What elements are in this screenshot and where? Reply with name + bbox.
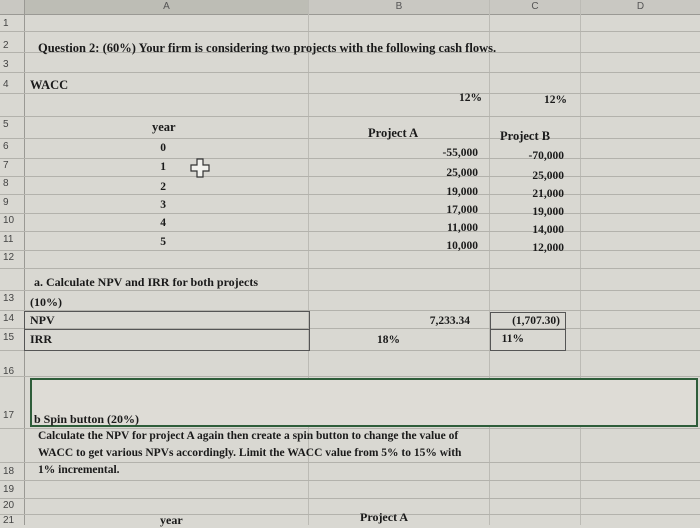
row-header-5[interactable]: 5 — [3, 119, 9, 130]
column-header-a[interactable]: A — [25, 0, 309, 15]
cash-b-3[interactable]: 19,000 — [532, 206, 564, 218]
year-5[interactable]: 5 — [160, 236, 166, 248]
row-header-8[interactable]: 8 — [3, 178, 9, 189]
select-all-corner[interactable] — [0, 0, 25, 15]
column-header-d[interactable]: D — [581, 0, 700, 15]
npv-project-b: (1,707.30) — [512, 315, 560, 327]
row-header-20[interactable]: 20 — [3, 500, 15, 511]
row-header-19[interactable]: 19 — [3, 484, 15, 495]
row-header-18[interactable]: 18 — [3, 466, 15, 477]
row-header-10[interactable]: 10 — [3, 215, 15, 226]
cash-b-1[interactable]: 25,000 — [532, 170, 564, 182]
row-header-11[interactable]: 11 — [3, 234, 14, 245]
row-header-6[interactable]: 6 — [3, 141, 9, 152]
part-b-title[interactable]: b Spin button (20%) — [34, 412, 140, 426]
row-header-16[interactable]: 16 — [3, 366, 15, 377]
year-4[interactable]: 4 — [160, 217, 166, 229]
cash-a-0[interactable]: -55,000 — [442, 147, 478, 159]
row-header-13[interactable]: 13 — [3, 293, 15, 304]
row-header-3[interactable]: 3 — [3, 59, 9, 70]
row-header-9[interactable]: 9 — [3, 197, 9, 208]
npv-label-cell[interactable] — [24, 311, 310, 330]
npv-label: NPV — [30, 313, 55, 327]
cash-a-5[interactable]: 10,000 — [446, 240, 478, 252]
year-0[interactable]: 0 — [160, 142, 166, 154]
irr-label-cell[interactable] — [24, 329, 310, 351]
irr-project-b: 11% — [501, 333, 524, 345]
year-2[interactable]: 2 — [160, 181, 166, 193]
row-header-21[interactable]: 21 — [3, 515, 15, 526]
cash-a-1[interactable]: 25,000 — [446, 167, 478, 179]
cash-a-4[interactable]: 11,000 — [447, 222, 478, 234]
row-header-14[interactable]: 14 — [3, 313, 15, 324]
irr-label: IRR — [30, 332, 53, 346]
column-header-b[interactable]: B — [309, 0, 490, 15]
cash-b-4[interactable]: 14,000 — [532, 224, 564, 236]
year-header[interactable]: year — [152, 120, 176, 134]
row-header-17[interactable]: 17 — [3, 410, 15, 421]
part-a-weight[interactable]: (10%) — [30, 295, 62, 309]
row-header-1[interactable]: 1 — [3, 18, 9, 29]
year-1[interactable]: 1 — [160, 161, 166, 173]
year-3[interactable]: 3 — [160, 199, 166, 211]
project-b-header[interactable]: Project B — [500, 129, 551, 143]
row-header-15[interactable]: 15 — [3, 332, 15, 343]
cell-select-cursor-icon — [190, 158, 210, 178]
column-header-c[interactable]: C — [490, 0, 581, 15]
part-b-line-2[interactable]: Calculate the NPV for project A again then create a spin button to change the value of — [38, 430, 459, 442]
bottom-project-a-header[interactable]: Project A — [360, 510, 409, 524]
row-header-12[interactable]: 12 — [3, 252, 15, 263]
row-header-7[interactable]: 7 — [3, 160, 9, 171]
cash-a-3[interactable]: 17,000 — [446, 204, 478, 216]
cash-b-5[interactable]: 12,000 — [532, 242, 564, 254]
wacc-label[interactable]: WACC — [30, 78, 69, 92]
wacc-project-a[interactable]: 12% — [459, 92, 482, 104]
wacc-project-b[interactable]: 12% — [544, 94, 567, 106]
part-b-line-3[interactable]: WACC to get various NPVs accordingly. Limit the WACC value from 5% to 15% with — [38, 447, 462, 459]
cash-b-2[interactable]: 21,000 — [532, 188, 564, 200]
npv-project-a[interactable]: 7,233.34 — [429, 315, 470, 327]
cash-b-0[interactable]: -70,000 — [528, 150, 564, 162]
cash-a-2[interactable]: 19,000 — [446, 186, 478, 198]
bottom-year-header[interactable]: year — [160, 513, 183, 527]
row-header-2[interactable]: 2 — [3, 40, 9, 51]
part-b-line-4[interactable]: 1% incremental. — [38, 464, 120, 476]
row-header-4[interactable]: 4 — [3, 79, 9, 90]
project-a-header[interactable]: Project A — [368, 126, 419, 140]
part-a-text[interactable]: a. Calculate NPV and IRR for both projects — [34, 275, 258, 289]
question-title[interactable]: Question 2: (60%) Your firm is considering two projects with the following cash flows. — [38, 41, 497, 55]
irr-project-a[interactable]: 18% — [377, 334, 400, 346]
